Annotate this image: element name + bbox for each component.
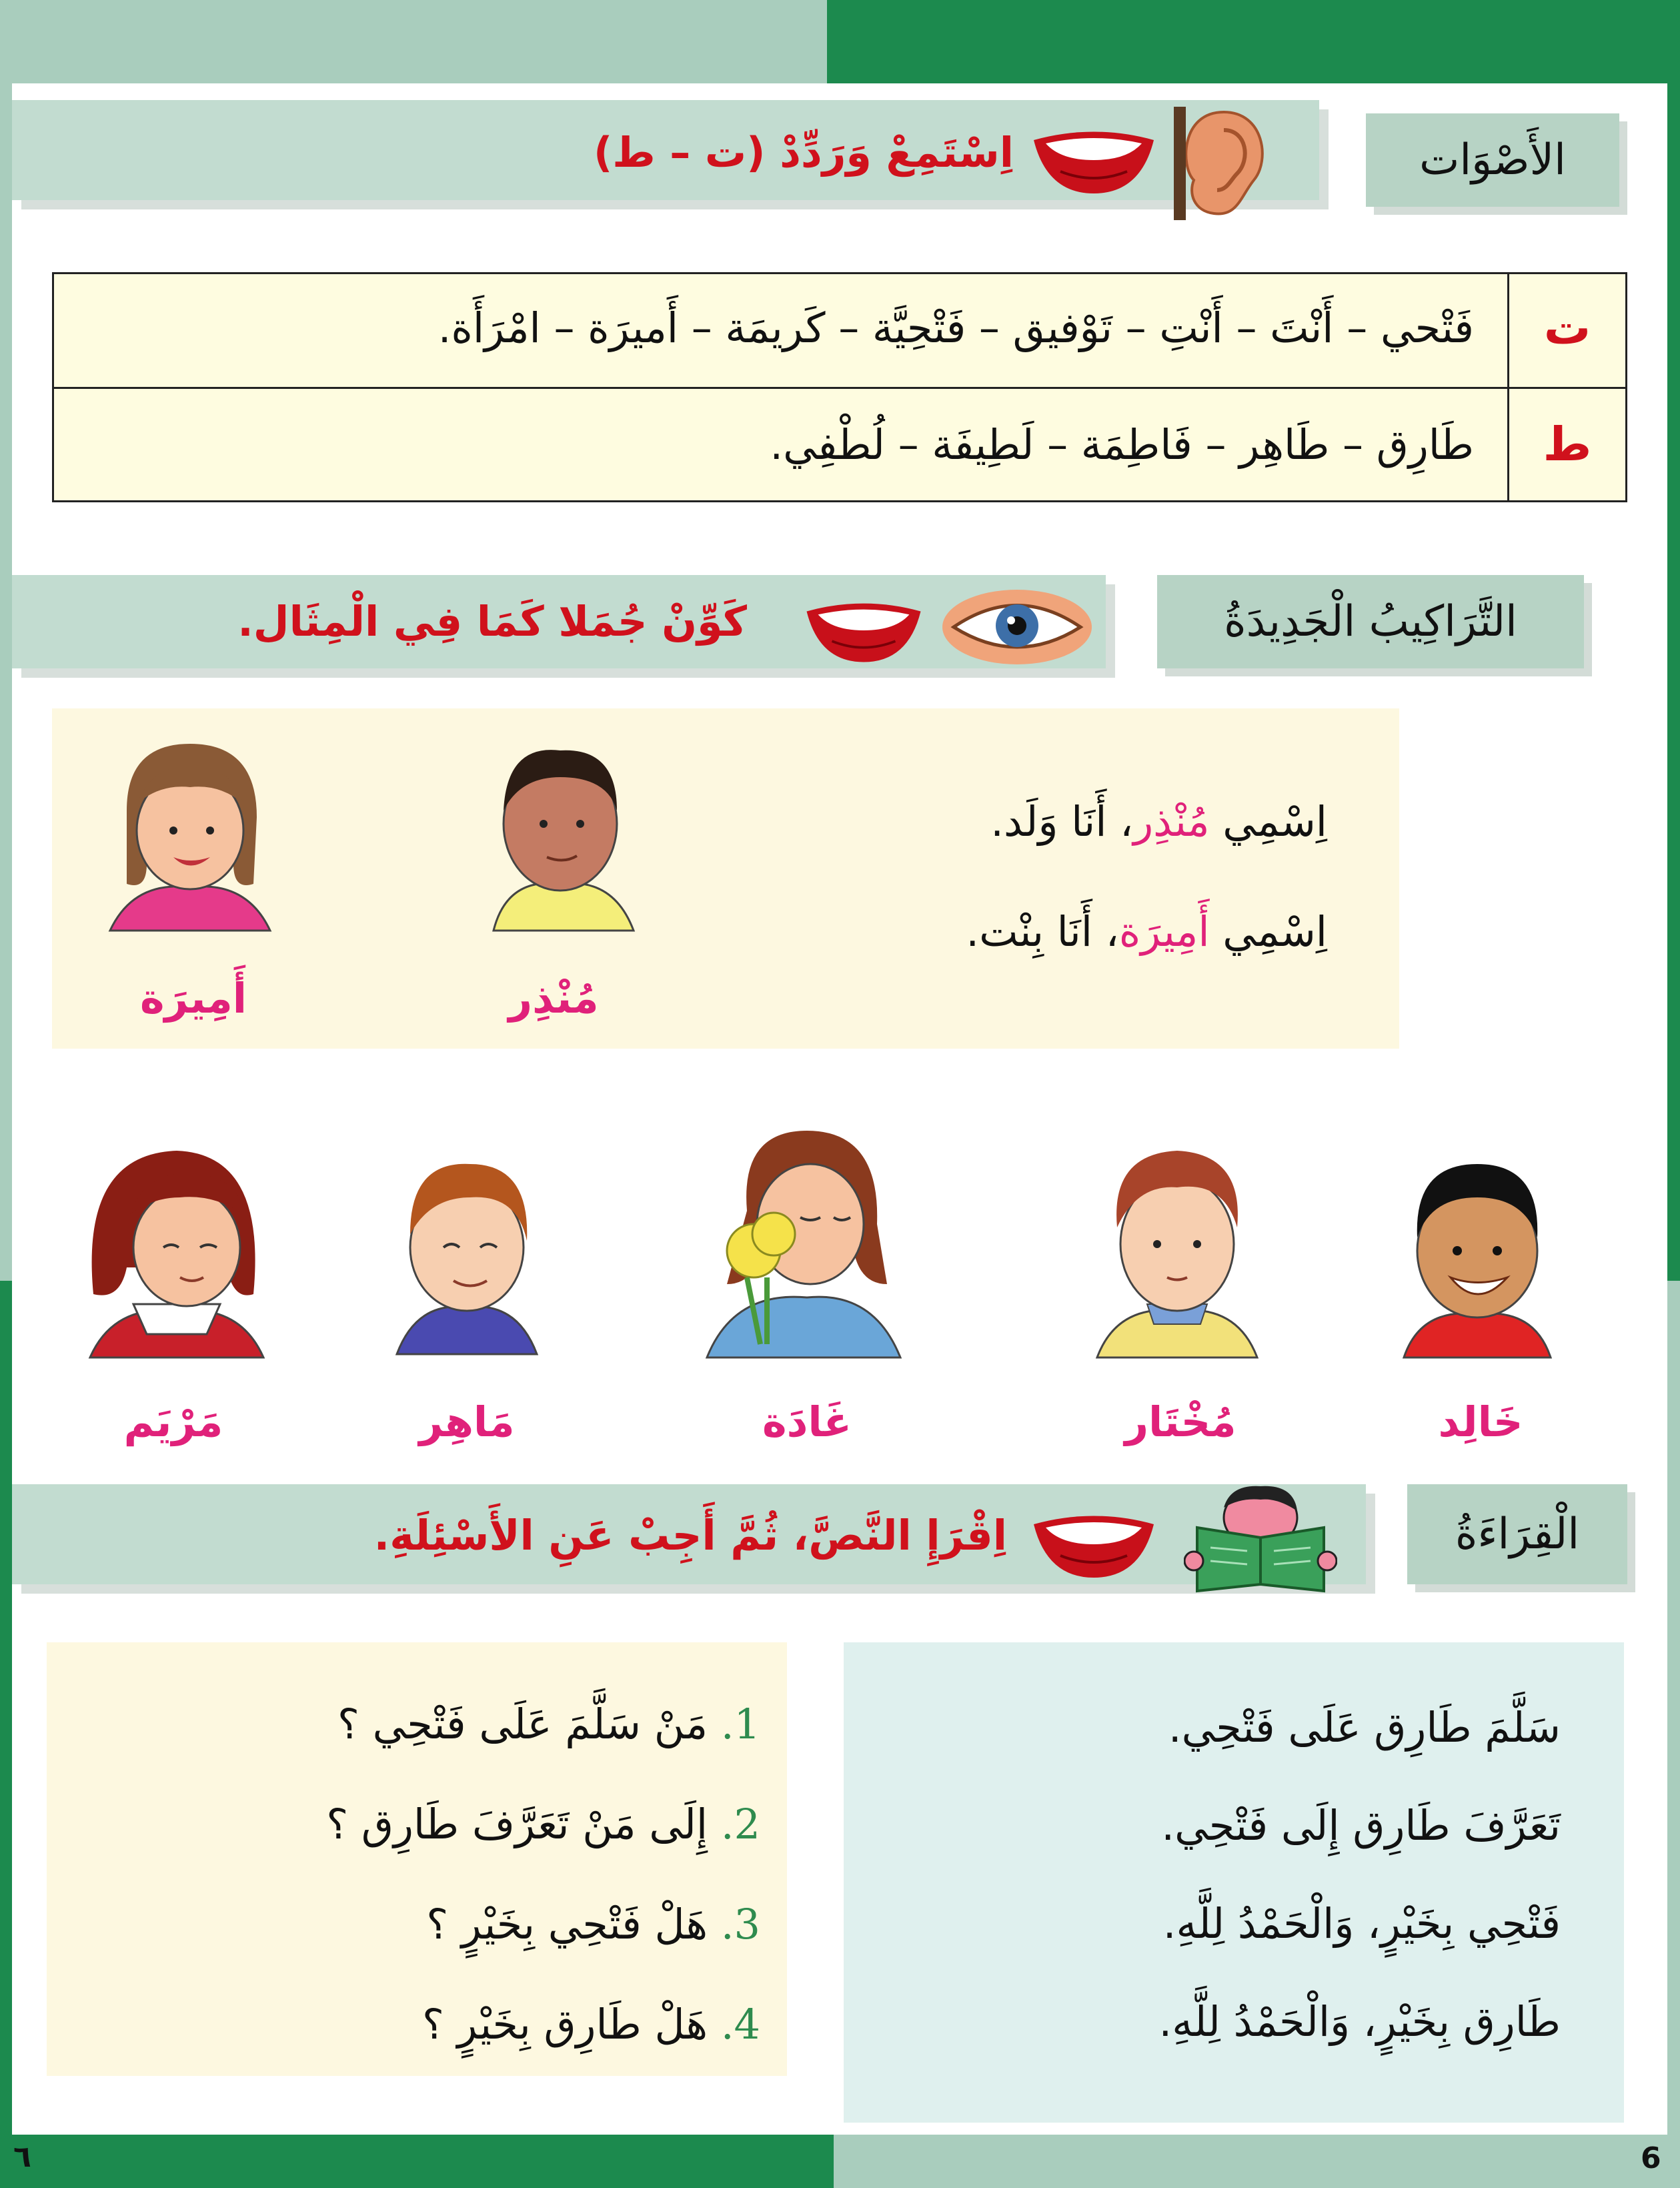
- sound-letter-tah: ط: [1543, 417, 1592, 472]
- child-maher-portrait-icon: [390, 1147, 544, 1361]
- question-item: 3. هَلْ فَتْحِي بِخَيْرٍ ؟: [426, 1900, 760, 1949]
- question-number: 1.: [720, 1700, 760, 1748]
- frame-bottom-left: [0, 2135, 834, 2188]
- structures-instruction: كَوِّنْ جُمَلا كَمَا فِي الْمِثَال.: [237, 597, 747, 646]
- frame-top-right: [827, 0, 1680, 83]
- example-name-highlight: مُنْذِر: [1133, 797, 1210, 846]
- example-sentence-2: اِسْمِي أَمِيرَة، أَنَا بِنْت.: [966, 907, 1327, 956]
- sounds-table-column-divider: [1507, 272, 1509, 502]
- mouth-icon: [1027, 123, 1160, 197]
- sound-words-ta: فَتْحي – أَنْتَ – أَنْتِ – تَوْفيق – فَتْحِيَّة – كَريمَة – أَميرَة – امْرَأَة.: [438, 304, 1474, 352]
- child-name-label: خَالِد: [1438, 1398, 1523, 1446]
- child-khalid-portrait-icon: [1394, 1144, 1561, 1364]
- frame-top-left: [0, 0, 827, 83]
- reading-text-line: سَلَّمَ طَارِق عَلَى فَتْحِي.: [1168, 1703, 1561, 1752]
- frame-left-top: [0, 0, 12, 1281]
- mouth-icon: [1027, 1508, 1160, 1581]
- child-name-label: مُخْتَار: [1124, 1398, 1236, 1446]
- reading-section-label: الْقِرَاءَةُ: [1407, 1484, 1627, 1584]
- reading-child-icon: [1184, 1481, 1337, 1594]
- eye-icon: [940, 587, 1094, 667]
- example-name-label: أَمِيرَة: [139, 974, 247, 1023]
- girl-portrait-icon: [100, 730, 280, 937]
- example-sentence-1: اِسْمِي مُنْذِر، أَنَا وَلَد.: [990, 797, 1327, 846]
- child-name-label: مَاهِر: [419, 1398, 515, 1446]
- sound-words-tah: طَارِق – طَاهِر – فَاطِمَة – لَطِيفَة – لُطْفِي.: [770, 420, 1474, 469]
- page-number-arabic: ٦: [13, 2140, 31, 2174]
- child-maryam-portrait-icon: [80, 1134, 273, 1364]
- sounds-section-label: الأَصْوَات: [1366, 113, 1619, 207]
- frame-bottom-right: [834, 2135, 1680, 2188]
- mouth-icon: [800, 594, 927, 667]
- child-name-label: غَادَة: [762, 1398, 852, 1446]
- frame-right-bottom: [1667, 1281, 1680, 2188]
- frame-left-bottom: [0, 1281, 12, 2188]
- sound-letter-ta: ت: [1543, 300, 1591, 355]
- structures-section-label: التَّرَاكِيبُ الْجَدِيدَةُ: [1157, 575, 1584, 668]
- example-name-highlight: أَمِيرَة: [1118, 907, 1210, 956]
- reading-text-line: تَعَرَّفَ طَارِق إِلَى فَتْحِي.: [1161, 1801, 1561, 1850]
- reading-instruction: اِقْرَإِ النَّصَّ، ثُمَّ أَجِبْ عَنِ الأَسْئِلَةِ.: [373, 1511, 1007, 1560]
- reading-text-line: فَتْحِي بِخَيْرٍ، وَالْحَمْدُ لِلَّهِ.: [1162, 1899, 1561, 1948]
- sounds-instruction: اِسْتَمِعْ وَرَدِّدْ (ت – ط): [593, 128, 1014, 177]
- child-name-label: مَرْيَم: [123, 1398, 223, 1446]
- question-item: 2. إِلَى مَنْ تَعَرَّفَ طَارِق ؟: [326, 1800, 760, 1848]
- page-number: 6: [1641, 2141, 1661, 2175]
- child-ghada-portrait-icon: [700, 1117, 907, 1364]
- frame-right-top: [1667, 0, 1680, 1281]
- question-number: 4.: [720, 2000, 760, 2049]
- question-item: 1. مَنْ سَلَّمَ عَلَى فَتْحِي ؟: [337, 1700, 760, 1748]
- boy-portrait-icon: [480, 730, 640, 937]
- question-number: 2.: [720, 1800, 760, 1848]
- question-number: 3.: [720, 1900, 760, 1949]
- example-name-label: مُنْذِر: [508, 974, 599, 1023]
- sounds-table-row-divider: [52, 387, 1627, 389]
- ear-icon: [1174, 107, 1274, 220]
- child-mukhtar-portrait-icon: [1090, 1134, 1264, 1364]
- reading-text-line: طَارِق بِخَيْرٍ، وَالْحَمْدُ لِلَّهِ.: [1158, 1997, 1561, 2046]
- question-item: 4. هَلْ طَارِق بِخَيْرٍ ؟: [422, 2000, 760, 2049]
